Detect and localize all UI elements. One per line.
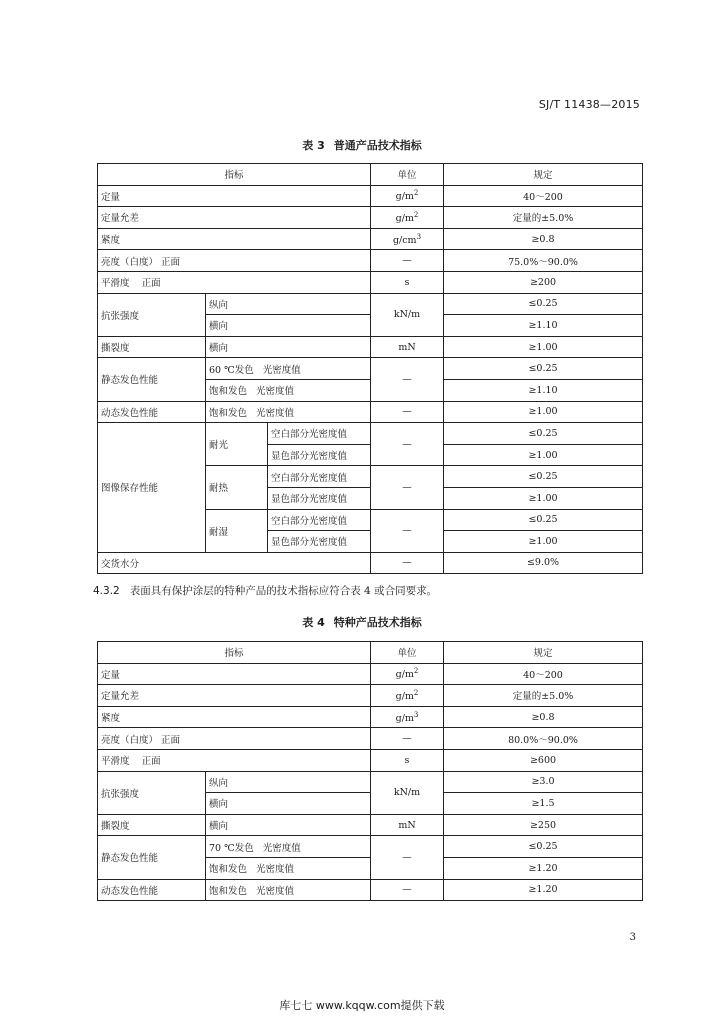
spec-value: 定量的±5.0%	[444, 685, 643, 707]
unit-base: g/m	[395, 712, 414, 724]
table-row	[98, 879, 643, 901]
unit-cell	[371, 685, 444, 707]
sub-indicator: 纵向	[206, 771, 371, 793]
table3-header-unit: 单位	[371, 164, 444, 186]
unit-value: —	[371, 879, 444, 901]
indicator-name: 平滑度 正面	[98, 749, 371, 771]
unit-value: —	[371, 250, 444, 272]
spec-value: ≤0.25	[444, 423, 643, 445]
sub-indicator: 显色部分光密度值	[268, 487, 371, 509]
table-row	[98, 814, 643, 836]
table-row	[98, 771, 643, 793]
unit-value: —	[371, 358, 444, 401]
spec-value: ≥1.00	[444, 444, 643, 466]
unit-exponent: 3	[413, 710, 419, 719]
table4-caption-title: 特种产品技术指标	[333, 616, 422, 629]
table4-caption	[0, 614, 724, 630]
table4-header-unit: 单位	[371, 642, 444, 664]
test-condition: 耐光	[206, 423, 268, 466]
table-row	[98, 271, 643, 293]
table-row	[98, 663, 643, 685]
sub-indicator: 横向	[206, 336, 371, 358]
unit-base: g/m	[395, 212, 414, 224]
spec-value: ≥0.8	[444, 228, 643, 250]
spec-value: ≥1.10	[444, 315, 643, 337]
unit-exponent: 3	[416, 232, 422, 241]
table3	[97, 163, 643, 574]
indicator-name: 亮度（白度） 正面	[98, 250, 371, 272]
spec-value: ≥0.8	[444, 706, 643, 728]
table-row	[98, 836, 643, 858]
indicator-name: 动态发色性能	[98, 401, 206, 423]
table3-caption-number: 表 3	[302, 139, 325, 152]
unit-base: g/m	[395, 690, 414, 702]
table-row	[98, 336, 643, 358]
sub-indicator: 横向	[206, 793, 371, 815]
unit-value: mN	[371, 336, 444, 358]
sub-indicator: 横向	[206, 315, 371, 337]
unit-cell	[371, 663, 444, 685]
unit-base: g/m	[395, 669, 414, 681]
spec-value: ≤9.0%	[444, 552, 643, 574]
unit-cell	[371, 706, 444, 728]
spec-value: 75.0%～90.0%	[444, 250, 643, 272]
sub-indicator: 显色部分光密度值	[268, 531, 371, 553]
unit-value: —	[371, 509, 444, 552]
indicator-name: 静态发色性能	[98, 358, 206, 401]
table4-header-indicator: 指标	[98, 642, 371, 664]
indicator-name: 撕裂度	[98, 336, 206, 358]
unit-value: —	[371, 836, 444, 879]
table-row	[98, 401, 643, 423]
spec-value: ≤0.25	[444, 509, 643, 531]
sub-indicator: 饱和发色 光密度值	[206, 379, 371, 401]
unit-value: —	[371, 423, 444, 466]
test-condition: 耐热	[206, 466, 268, 509]
spec-value: ≥250	[444, 814, 643, 836]
indicator-name: 抗张强度	[98, 771, 206, 814]
sub-indicator: 饱和发色 光密度值	[206, 879, 371, 901]
indicator-name: 紧度	[98, 706, 371, 728]
table-row	[98, 552, 643, 574]
indicator-name: 亮度（白度） 正面	[98, 728, 371, 750]
spec-value: ≥1.00	[444, 531, 643, 553]
sub-indicator: 饱和发色 光密度值	[206, 401, 371, 423]
unit-base: g/cm	[392, 234, 417, 246]
table-row	[98, 293, 643, 315]
spec-value: ≤0.25	[444, 836, 643, 858]
sub-indicator: 70 ℃发色 光密度值	[206, 836, 371, 858]
table3-caption	[0, 137, 724, 153]
spec-value: ≥1.00	[444, 487, 643, 509]
sub-indicator: 显色部分光密度值	[268, 444, 371, 466]
sub-indicator: 空白部分光密度值	[268, 423, 371, 445]
unit-value: kN/m	[371, 771, 444, 814]
unit-cell	[371, 185, 444, 207]
table4-header-row	[98, 642, 643, 664]
download-footer: 库七七 www.kqqw.com提供下载	[279, 999, 445, 1012]
unit-exponent: 2	[413, 210, 419, 219]
clause-4-3-2	[93, 583, 437, 598]
unit-value: kN/m	[371, 293, 444, 336]
indicator-name: 平滑度 正面	[98, 271, 371, 293]
unit-base: g/m	[395, 191, 414, 203]
spec-value: ≥1.20	[444, 857, 643, 879]
sub-indicator: 60 ℃发色 光密度值	[206, 358, 371, 380]
table3-header-spec: 规定	[444, 164, 643, 186]
table-row	[98, 250, 643, 272]
sub-indicator: 纵向	[206, 293, 371, 315]
spec-value: ≥200	[444, 271, 643, 293]
indicator-name: 定量	[98, 185, 371, 207]
unit-value: —	[371, 552, 444, 574]
clause-text: 表面具有保护涂层的特种产品的技术指标应符合表 4 或合同要求。	[129, 585, 438, 597]
sub-indicator: 空白部分光密度值	[268, 509, 371, 531]
table-row	[98, 728, 643, 750]
indicator-name: 定量允差	[98, 207, 371, 229]
table-row	[98, 228, 643, 250]
indicator-name: 定量允差	[98, 685, 371, 707]
table-row	[98, 207, 643, 229]
spec-value: 80.0%～90.0%	[444, 728, 643, 750]
table-row	[98, 423, 643, 445]
indicator-name: 图像保存性能	[98, 423, 206, 553]
indicator-name: 交货水分	[98, 552, 371, 574]
standard-code: SJ/T 11438—2015	[538, 98, 640, 111]
indicator-name: 撕裂度	[98, 814, 206, 836]
spec-value: ≤0.25	[444, 358, 643, 380]
table3-caption-title: 普通产品技术指标	[333, 139, 422, 152]
table-row	[98, 706, 643, 728]
table3-header-indicator: 指标	[98, 164, 371, 186]
unit-value: mN	[371, 814, 444, 836]
table4-header-spec: 规定	[444, 642, 643, 664]
clause-number: 4.3.2	[93, 585, 120, 597]
spec-value: ≥1.5	[444, 793, 643, 815]
unit-value: s	[371, 749, 444, 771]
table4-caption-number: 表 4	[302, 616, 325, 629]
unit-exponent: 2	[413, 189, 419, 198]
unit-cell	[371, 228, 444, 250]
spec-value: ≤0.25	[444, 466, 643, 488]
spec-value: 定量的±5.0%	[444, 207, 643, 229]
sub-indicator: 横向	[206, 814, 371, 836]
table-row	[98, 358, 643, 380]
page-number: 3	[629, 932, 636, 943]
table-row	[98, 185, 643, 207]
unit-value: s	[371, 271, 444, 293]
sub-indicator: 饱和发色 光密度值	[206, 857, 371, 879]
test-condition: 耐湿	[206, 509, 268, 552]
unit-value: —	[371, 466, 444, 509]
spec-value: ≥1.00	[444, 401, 643, 423]
indicator-name: 定量	[98, 663, 371, 685]
spec-value: ≥600	[444, 749, 643, 771]
indicator-name: 紧度	[98, 228, 371, 250]
spec-value: ≥1.20	[444, 879, 643, 901]
spec-value: ≥1.10	[444, 379, 643, 401]
unit-value: —	[371, 728, 444, 750]
table-row	[98, 685, 643, 707]
unit-exponent: 2	[413, 667, 419, 676]
indicator-name: 静态发色性能	[98, 836, 206, 879]
spec-value: ≤0.25	[444, 293, 643, 315]
sub-indicator: 空白部分光密度值	[268, 466, 371, 488]
spec-value: ≥1.00	[444, 336, 643, 358]
indicator-name: 抗张强度	[98, 293, 206, 336]
spec-value: 40～200	[444, 185, 643, 207]
indicator-name: 动态发色性能	[98, 879, 206, 901]
spec-value: 40～200	[444, 663, 643, 685]
table3-header-row	[98, 164, 643, 186]
unit-cell	[371, 207, 444, 229]
table-row	[98, 749, 643, 771]
unit-exponent: 2	[413, 688, 419, 697]
unit-value: —	[371, 401, 444, 423]
spec-value: ≥3.0	[444, 771, 643, 793]
table4	[97, 641, 643, 901]
